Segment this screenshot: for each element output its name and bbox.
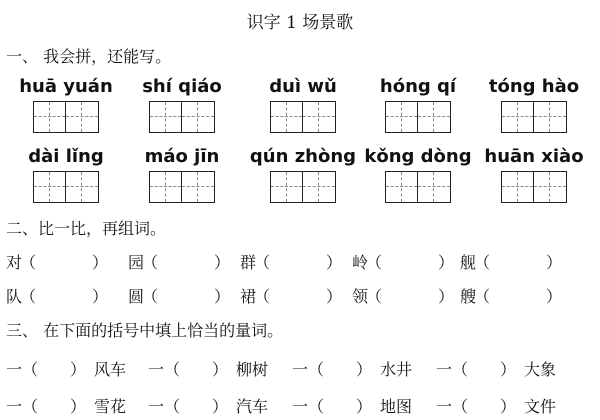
paren-close: ） (546, 287, 563, 306)
guide-line-h (182, 116, 214, 117)
quantity-prefix: 一 (292, 360, 309, 379)
noun-word: 汽车 (236, 397, 269, 416)
paren-close: ） (356, 397, 373, 416)
paren-close: ） (546, 253, 563, 272)
writing-box[interactable] (501, 171, 567, 203)
guide-line-h (534, 116, 566, 117)
writing-cell[interactable] (271, 102, 303, 132)
guide-line-h (418, 116, 450, 117)
paren-close: ） (500, 360, 517, 379)
guide-line-h (303, 116, 335, 117)
answer-blank[interactable] (492, 250, 540, 270)
paren-close: ） (214, 287, 231, 306)
pinyin-label: hóng qí (379, 76, 457, 97)
compare-char: 园 (128, 253, 145, 272)
pinyin-label: duì wǔ (269, 76, 337, 97)
noun-word: 文件 (524, 397, 557, 416)
pinyin-label: shí qiáo (142, 76, 222, 97)
paren-close: ） (212, 397, 229, 416)
paren-open: （ (452, 397, 469, 416)
paren-open: （ (474, 287, 491, 306)
compare-char: 岭 (352, 253, 369, 272)
writing-box[interactable] (33, 171, 99, 203)
writing-box[interactable] (33, 101, 99, 133)
measure-word-blank[interactable] (182, 357, 212, 377)
compare-char: 领 (352, 287, 369, 306)
paren-open: （ (366, 287, 383, 306)
compare-char: 裙 (240, 287, 257, 306)
writing-cell[interactable] (418, 172, 450, 202)
answer-blank[interactable] (272, 284, 320, 304)
writing-cell[interactable] (534, 172, 566, 202)
measure-word-blank[interactable] (326, 357, 356, 377)
compare-char: 艘 (460, 287, 477, 306)
pinyin-label: tóng hào (488, 76, 580, 97)
paren-open: （ (142, 253, 159, 272)
measure-word-blank[interactable] (470, 357, 500, 377)
quantity-prefix: 一 (6, 360, 23, 379)
pinyin-label: kǒng dòng (364, 146, 472, 167)
noun-word: 地图 (380, 397, 413, 416)
guide-line-v (318, 172, 319, 202)
page-title: 识字 1 场景歌 (246, 13, 354, 33)
writing-cell[interactable] (66, 102, 98, 132)
answer-blank[interactable] (384, 250, 432, 270)
paren-close: ） (438, 253, 455, 272)
paren-open: （ (20, 287, 37, 306)
guide-line-h (534, 186, 566, 187)
guide-line-v (433, 102, 434, 132)
paren-open: （ (22, 397, 39, 416)
writing-cell[interactable] (534, 102, 566, 132)
guide-line-v (433, 172, 434, 202)
compare-char: 群 (240, 253, 257, 272)
answer-blank[interactable] (38, 284, 86, 304)
answer-blank[interactable] (160, 284, 208, 304)
writing-cell[interactable] (303, 172, 335, 202)
guide-line-v (517, 172, 518, 202)
guide-line-v (197, 102, 198, 132)
guide-line-v (165, 102, 166, 132)
pinyin-label: dài lǐng (28, 146, 104, 167)
quantity-prefix: 一 (6, 397, 23, 416)
paren-open: （ (254, 253, 271, 272)
pinyin-label: qún zhòng (249, 146, 357, 167)
paren-close: ） (438, 287, 455, 306)
writing-cell[interactable] (418, 102, 450, 132)
guide-line-v (81, 172, 82, 202)
guide-line-v (549, 172, 550, 202)
measure-word-blank[interactable] (470, 394, 500, 414)
writing-cell[interactable] (182, 102, 214, 132)
guide-line-h (418, 186, 450, 187)
writing-cell[interactable] (502, 172, 534, 202)
writing-cell[interactable] (502, 102, 534, 132)
writing-box[interactable] (149, 101, 215, 133)
paren-close: ） (212, 360, 229, 379)
paren-close: ） (92, 253, 109, 272)
compare-char: 队 (6, 287, 23, 306)
paren-open: （ (142, 287, 159, 306)
section2-heading: 二、比一比，再组词。 (6, 219, 167, 238)
noun-word: 风车 (94, 360, 127, 379)
quantity-prefix: 一 (148, 397, 165, 416)
paren-close: ） (70, 397, 87, 416)
writing-cell[interactable] (182, 172, 214, 202)
writing-cell[interactable] (150, 102, 182, 132)
measure-word-blank[interactable] (182, 394, 212, 414)
answer-blank[interactable] (38, 250, 86, 270)
guide-line-h (182, 186, 214, 187)
guide-line-v (401, 172, 402, 202)
pinyin-label: máo jīn (144, 146, 220, 167)
writing-cell[interactable] (386, 172, 418, 202)
paren-open: （ (254, 287, 271, 306)
paren-open: （ (164, 397, 181, 416)
paren-open: （ (474, 253, 491, 272)
paren-open: （ (20, 253, 37, 272)
paren-open: （ (308, 360, 325, 379)
quantity-prefix: 一 (436, 397, 453, 416)
paren-open: （ (308, 397, 325, 416)
writing-cell[interactable] (66, 172, 98, 202)
quantity-prefix: 一 (436, 360, 453, 379)
noun-word: 雪花 (94, 397, 127, 416)
noun-word: 大象 (524, 360, 557, 379)
section3-heading: 三、 在下面的括号中填上恰当的量词。 (6, 321, 284, 340)
paren-open: （ (164, 360, 181, 379)
section1-heading: 一、 我会拼，还能写。 (6, 47, 172, 66)
quantity-prefix: 一 (292, 397, 309, 416)
guide-line-v (49, 102, 50, 132)
paren-open: （ (22, 360, 39, 379)
guide-line-v (318, 102, 319, 132)
measure-word-blank[interactable] (40, 357, 70, 377)
paren-close: ） (326, 287, 343, 306)
guide-line-v (286, 102, 287, 132)
writing-cell[interactable] (34, 172, 66, 202)
guide-line-v (81, 102, 82, 132)
answer-blank[interactable] (160, 250, 208, 270)
paren-open: （ (366, 253, 383, 272)
paren-close: ） (326, 253, 343, 272)
guide-line-h (303, 186, 335, 187)
guide-line-v (165, 172, 166, 202)
writing-box[interactable] (149, 171, 215, 203)
writing-box[interactable] (501, 101, 567, 133)
answer-blank[interactable] (492, 284, 540, 304)
measure-word-blank[interactable] (326, 394, 356, 414)
answer-blank[interactable] (272, 250, 320, 270)
writing-box[interactable] (270, 101, 336, 133)
compare-char: 对 (6, 253, 23, 272)
writing-box[interactable] (270, 171, 336, 203)
measure-word-blank[interactable] (40, 394, 70, 414)
writing-cell[interactable] (303, 102, 335, 132)
answer-blank[interactable] (384, 284, 432, 304)
writing-box[interactable] (385, 171, 451, 203)
paren-close: ） (214, 253, 231, 272)
guide-line-v (517, 102, 518, 132)
paren-close: ） (500, 397, 517, 416)
guide-line-v (49, 172, 50, 202)
guide-line-h (66, 116, 98, 117)
compare-char: 舰 (460, 253, 477, 272)
guide-line-v (549, 102, 550, 132)
paren-close: ） (356, 360, 373, 379)
pinyin-label: huā yuán (19, 76, 113, 97)
guide-line-h (66, 186, 98, 187)
guide-line-v (401, 102, 402, 132)
writing-cell[interactable] (271, 172, 303, 202)
compare-char: 圆 (128, 287, 145, 306)
noun-word: 柳树 (236, 360, 269, 379)
quantity-prefix: 一 (148, 360, 165, 379)
paren-open: （ (452, 360, 469, 379)
noun-word: 水井 (380, 360, 413, 379)
pinyin-label: huān xiào (484, 146, 584, 167)
paren-close: ） (70, 360, 87, 379)
paren-close: ） (92, 287, 109, 306)
writing-cell[interactable] (34, 102, 66, 132)
writing-box[interactable] (385, 101, 451, 133)
writing-cell[interactable] (386, 102, 418, 132)
writing-cell[interactable] (150, 172, 182, 202)
guide-line-v (197, 172, 198, 202)
guide-line-v (286, 172, 287, 202)
